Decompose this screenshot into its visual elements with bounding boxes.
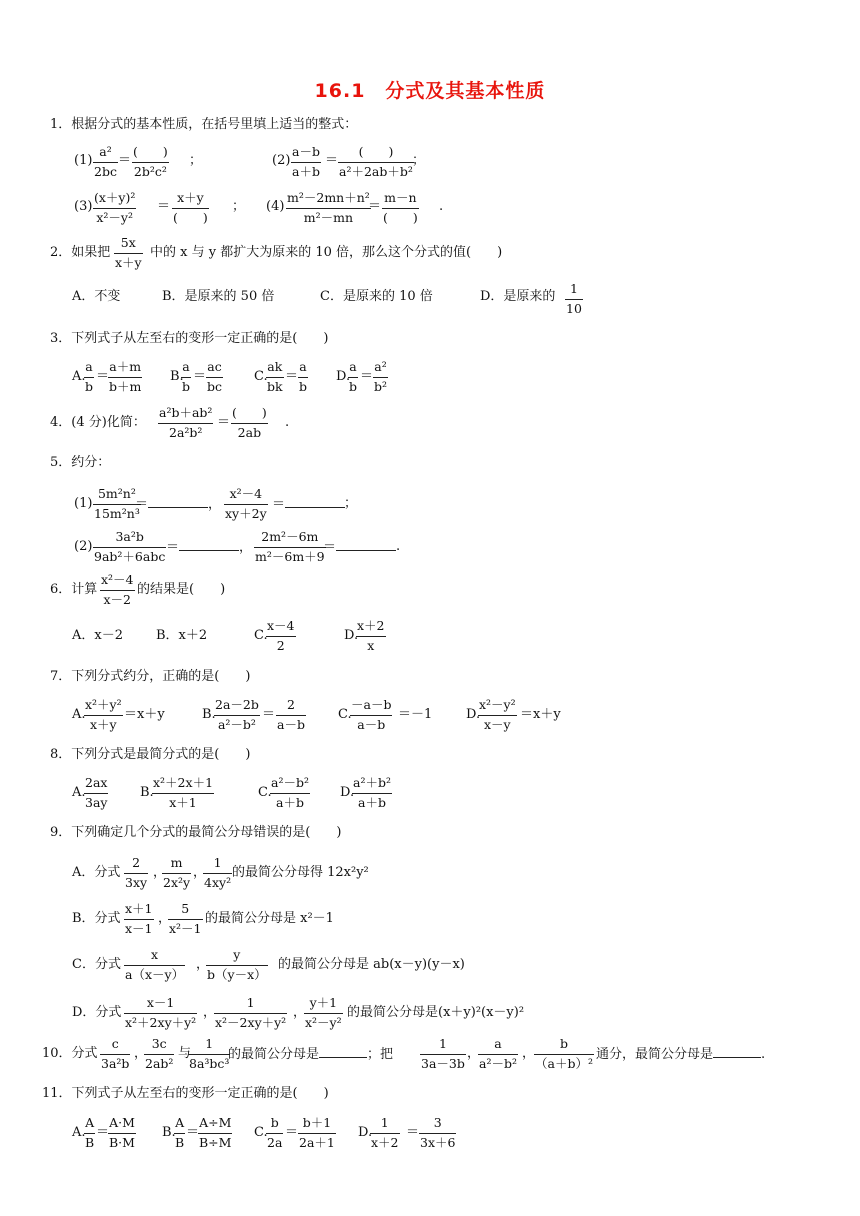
equals-sign: ＝: [285, 1125, 299, 1140]
q5-stem: 5．约分：: [50, 455, 111, 470]
fraction: a² 2bc: [94, 144, 117, 179]
equals-sign: ＝: [118, 153, 132, 168]
option-c: C．分式: [72, 957, 121, 972]
answer-blank[interactable]: [319, 1047, 367, 1058]
fraction: 3c 2ab²: [145, 1036, 174, 1071]
q6-stem-a: 6．计算: [50, 582, 98, 597]
option-label: B.: [140, 785, 154, 800]
fraction: A·M B·M: [109, 1115, 135, 1150]
q7-stem: 7．下列分式约分，正确的是( ): [50, 669, 251, 684]
answer-blank[interactable]: [713, 1047, 761, 1058]
fraction: m²－2mn＋n² m²－mn: [287, 190, 370, 225]
option-label: A.: [72, 785, 86, 800]
fraction: a b: [349, 359, 358, 394]
option-a: A．分式: [72, 865, 121, 880]
fraction: (x＋y)² x²－y²: [94, 190, 136, 225]
option-b: B．x＋2: [156, 628, 208, 643]
fraction: a b: [85, 359, 94, 394]
fraction: ak bk: [267, 359, 283, 394]
fraction: x＋y ( ): [173, 190, 208, 225]
result: ＝x＋y: [520, 707, 561, 722]
fraction: 1 10: [566, 281, 582, 316]
equals-sign: ＝ ，: [166, 540, 253, 555]
fraction: 2ax 3ay: [85, 775, 108, 810]
fraction: a－b a＋b: [292, 144, 320, 179]
punct: ；: [412, 153, 426, 168]
fraction: b 2a: [267, 1115, 283, 1150]
equals-sign: ＝: [360, 369, 374, 384]
fraction: ( ) 2ab: [232, 405, 267, 440]
fraction: 1 x²－2xy＋y²: [215, 995, 287, 1030]
equals-sign: ＝: [157, 199, 171, 214]
option-text: 的最简公分母是(x＋y)²(x－y)²: [347, 1005, 525, 1020]
option-label: A.: [72, 369, 86, 384]
fraction: a＋m b＋m: [109, 359, 142, 394]
comma: ，: [467, 1046, 481, 1061]
option-b: B．是原来的 50 倍: [162, 289, 275, 304]
fraction: x a（x－y）: [125, 947, 185, 982]
fraction: x－1 x²＋2xy＋y²: [125, 995, 197, 1030]
option-label: D.: [358, 1125, 373, 1140]
fraction: x＋2 x: [357, 618, 385, 653]
punct: ；: [232, 199, 246, 214]
option-a: A．不变: [72, 289, 121, 304]
answer-blank[interactable]: [285, 497, 345, 508]
equals-sign: ＝: [325, 153, 339, 168]
option-text: 的最简公分母是 ab(x－y)(y－x): [278, 957, 465, 972]
fraction: a²－b² a＋b: [271, 775, 309, 810]
punct: ；: [189, 153, 203, 168]
fraction: 2m²－6m m²－6m＋9: [255, 529, 325, 564]
q6-stem-b: 的结果是( ): [137, 582, 226, 597]
punct: ；: [344, 496, 358, 511]
fraction: a²b＋ab² 2a²b²: [159, 405, 213, 440]
answer-blank[interactable]: [148, 497, 208, 508]
comma: ，: [203, 1005, 217, 1020]
equals-sign: ＝: [368, 199, 382, 214]
comma: ，: [193, 865, 207, 880]
fraction: 5m²n² 15m²n³: [94, 486, 140, 521]
option-label: D.: [336, 369, 351, 384]
option-label: B.: [162, 1125, 176, 1140]
fraction: b （a＋b）²: [535, 1036, 593, 1071]
fraction: ( ) a²＋2ab＋b²: [339, 144, 413, 179]
fraction: x－4 2: [267, 618, 295, 653]
fraction: y＋1 x²－y²: [305, 995, 342, 1030]
fraction: b＋1 2a＋1: [299, 1115, 335, 1150]
option-label: D.: [466, 707, 481, 722]
equals-sign: ＝: [272, 497, 345, 511]
fraction: a b: [299, 359, 308, 394]
q1-label-2: (2): [272, 153, 291, 168]
fraction: A B: [85, 1115, 95, 1150]
fraction: m 2x²y: [163, 855, 191, 890]
result: ＝－1: [398, 707, 433, 722]
option-label: B.: [170, 369, 184, 384]
fraction: 1 3a－3b: [421, 1036, 465, 1071]
fraction: x²－y² x－y: [479, 697, 516, 732]
part-label: (1): [74, 496, 93, 511]
q11-stem: 11．下列式子从左至右的变形一定正确的是( ): [42, 1086, 329, 1101]
q3-stem: 3．下列式子从左至右的变形一定正确的是( ): [50, 331, 329, 346]
fraction: a b: [182, 359, 191, 394]
option-label: B.: [202, 707, 216, 722]
comma: ，: [522, 1046, 536, 1061]
comma: ，: [293, 1005, 307, 1020]
option-a: A．x－2: [72, 628, 123, 643]
option-b: B．分式: [72, 911, 121, 926]
comma: ，: [158, 911, 172, 926]
page-title: 16.1 分式及其基本性质: [314, 80, 546, 102]
option-label: C.: [254, 1125, 268, 1140]
punct: .: [285, 415, 290, 430]
equals-sign: ＝: [186, 1125, 200, 1140]
text: 与: [178, 1046, 192, 1061]
fraction: 5 x²－1: [169, 901, 202, 936]
option-text: 的最简公分母得 12x²y²: [232, 865, 369, 880]
fraction: 2 3xy: [125, 855, 148, 890]
comma: ，: [134, 1046, 148, 1061]
q9-stem: 9．下列确定几个分式的最简公分母错误的是( ): [50, 825, 342, 840]
equals-sign: ＝: [96, 369, 110, 384]
fraction: 3a²b 9ab²＋6abc: [94, 529, 166, 564]
option-label: C.: [258, 785, 272, 800]
option-label: A.: [72, 707, 86, 722]
option-c: C．是原来的 10 倍: [320, 289, 433, 304]
part-label: (2): [74, 539, 93, 554]
fraction: 1 8a³bc³: [189, 1036, 230, 1071]
fraction: a a²－b²: [479, 1036, 517, 1071]
answer-blank[interactable]: [336, 540, 396, 551]
fraction: 1 x＋2: [371, 1115, 399, 1150]
text: 的最简公分母是 ；把: [228, 1047, 394, 1062]
option-label: C.: [254, 369, 268, 384]
fraction: 2 a－b: [277, 697, 305, 732]
equals-sign: ＝: [323, 540, 396, 554]
q1-label-1: (1): [74, 153, 93, 168]
q1-label-3: (3): [74, 199, 93, 214]
fraction: ( ) 2b²c²: [133, 144, 168, 179]
fraction: －a－b a－b: [351, 697, 392, 732]
equals-sign: ＝ ，: [135, 497, 222, 512]
result: ＝x＋y: [124, 707, 165, 722]
fraction: x＋1 x－1: [125, 901, 153, 936]
q1-stem: 1．根据分式的基本性质，在括号里填上适当的整式：: [50, 117, 358, 132]
fraction: a²＋b² a＋b: [353, 775, 391, 810]
equals-sign: ＝: [217, 415, 231, 430]
option-text: 的最简公分母是 x²－1: [205, 911, 334, 926]
q4-stem: 4．(4 分)化简：: [50, 415, 146, 430]
q2-stem-b: 中的 x 与 y 都扩大为原来的 10 倍，那么这个分式的值( ): [150, 245, 503, 260]
option-label: C.: [254, 628, 268, 643]
fraction: c 3a²b: [101, 1036, 130, 1071]
fraction: x²＋2x＋1 x＋1: [153, 775, 214, 810]
q8-stem: 8．下列分式是最简分式的是( ): [50, 747, 251, 762]
q2-stem-a: 2．如果把: [50, 245, 111, 260]
fraction: x²－4 xy＋2y: [225, 486, 267, 521]
equals-sign: ＝: [262, 707, 276, 722]
option-d: D．是原来的: [480, 289, 556, 304]
fraction: ac bc: [207, 359, 223, 394]
fraction: m－n ( ): [383, 190, 418, 225]
option-label: D.: [344, 628, 359, 643]
q10-stem: 10．分式: [42, 1046, 98, 1061]
fraction: y b（y－x）: [207, 947, 267, 982]
option-label: D.: [340, 785, 355, 800]
equals-sign: ＝: [193, 369, 207, 384]
comma: ，: [196, 957, 210, 972]
answer-blank[interactable]: [179, 540, 239, 551]
equals-sign: ＝: [406, 1125, 420, 1140]
q1-label-4: (4): [266, 199, 285, 214]
fraction: 5x x＋y: [115, 235, 142, 270]
option-label: A.: [72, 1125, 86, 1140]
comma: ，: [153, 865, 167, 880]
equals-sign: ＝: [96, 1125, 110, 1140]
fraction: 2a－2b a²－b²: [215, 697, 259, 732]
fraction: A÷M B÷M: [199, 1115, 232, 1150]
equals-sign: ＝: [285, 369, 299, 384]
text: 通分，最简公分母是 .: [596, 1047, 766, 1062]
fraction: 3 3x＋6: [420, 1115, 456, 1150]
punct: .: [396, 539, 401, 554]
option-d: D．分式: [72, 1005, 122, 1020]
fraction: a² b²: [374, 359, 388, 394]
punct: .: [439, 199, 444, 214]
option-label: C.: [338, 707, 352, 722]
fraction: 1 4xy²: [204, 855, 232, 890]
fraction: A B: [175, 1115, 185, 1150]
fraction: x²＋y² x＋y: [85, 697, 122, 732]
fraction: x²－4 x－2: [101, 572, 134, 607]
